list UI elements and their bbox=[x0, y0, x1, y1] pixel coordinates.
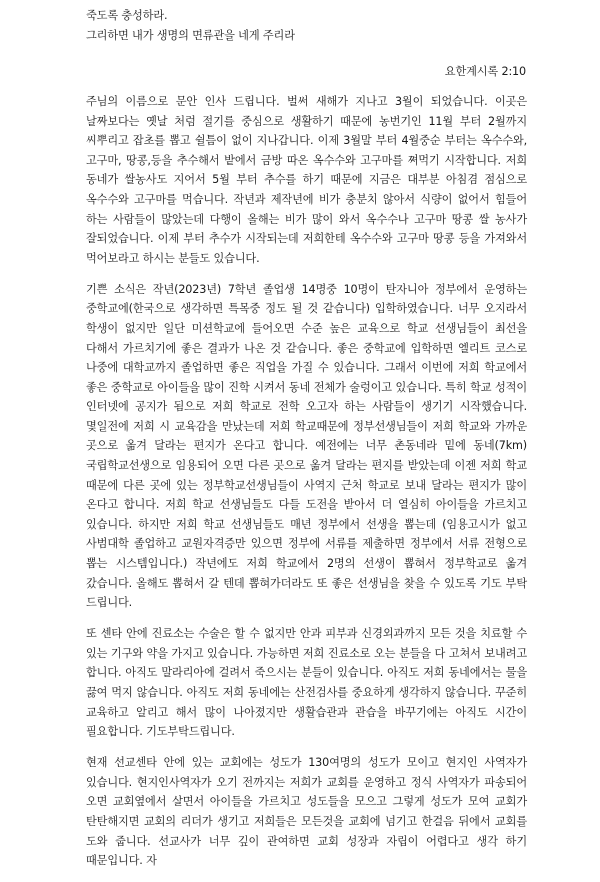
letter-body bbox=[86, 92, 527, 882]
paragraph-school-news: 기쁜 소식은 작년(2023년) 7학년 졸업생 14명중 10명이 탄자니아 정부에서 운영하는 중학교에(한국으로 생각하면 특목중 정도 될 것 같습니다) 입학하였습니다. 너무 오지라서 학생이 없지만 일단 미션학교에 들어오면 수준 높은 교육으로 학교 선생님들이 최선을 다해서 가르치기에 좋은 결과가 나온 것 같습니다. 좋은 중학교에 입학하면 엘리트 코스로 나중에 대학교까지 졸업하면 좋은 직업을 가질 수 있습니다. 그래서 이번에 저희 학교에서 좋은 중학교로 아이들을 많이 진학 시켜서 동네 전체가 술렁이고 있습니다. 특히 학교 성적이 인터넷에 공지가 됨으로 저희 학교로 전학 오고자 하는 사람들이 생기기 시작했습니다. 몇일전에 저희 시 교육감을 만났는데 저희 학교때문에 정부선생님들이 저희 학교와 가까운 곳으로 옮겨 달라는 편지가 온다고 합니다. 예전에는 너무 촌동네라 밑에 동네(7km) 국립학교선생으로 임용되어 오면 다른 곳으로 옮겨 달라는 편지를 받았는데 이젠 저희 학교 때문에 다른 곳에 있는 정부학교선생님들이 사역지 근처 학교로 보내 달라는 편지가 많이 온다고 합니다. 저희 학교 선생님들도 다들 도전을 받아서 더 열심히 아이들을 가르치고 있습니다. 하지만 저희 학교 선생님들도 매년 정부에서 선생을 뽑는데 (임용고시가 없고 사범대학 졸업하고 교원자격증만 있으면 정부에 서류를 제출하면 정부에서 서류 전형으로 뽑는 시스템입니다.) 작년에도 저희 학교에서 2명의 선생이 뽑혀서 정부학교로 옮겨 갔습니다. 올해도 뽑혀서 갈 텐데 뽑혀가더라도 또 좋은 선생님을 찾을 수 있도록 기도 부탁 드립니다. bbox=[86, 282, 527, 610]
verse-line-1: 죽도록 충성하라. bbox=[86, 9, 168, 22]
paragraph-clinic: 또 센타 안에 진료소는 수술은 할 수 없지만 안과 피부과 신경외과까지 모든 것을 치료할 수 있는 기구와 약을 가지고 있습니다. 가능하면 저희 진료소로 오는 분들을 다 고쳐서 보내려고 합니다. 아직도 말라리아에 걸려서 죽으시는 분들이 있습니다. 아직도 저희 동네에서는 물을 끓여 먹지 않습니다. 아직도 저희 동네에는 산전검사를 중요하게 생각하지 않습니다. 꾸준히 교육하고 알리고 해서 많이 나아졌지만 생활습관과 관습을 바꾸기에는 아직도 시간이 필요합니다. 기도부탁드립니다. bbox=[86, 627, 527, 739]
verse-reference: 요한계시록 2:10 bbox=[444, 65, 526, 78]
paragraph-greeting: 주님의 이름으로 문안 인사 드립니다. 벌써 새해가 지나고 3월이 되었습니다. 이곳은 날짜보다는 옛날 처럼 절기를 중심으로 생활하기 때문에 농번기인 11월 부터 2월까지 씨뿌리고 잡초를 뽑고 쉴틈이 없이 지나갑니다. 이제 3월말 부터 4월중순 부터는 옥수수와, 고구마, 땅콩,등을 추수해서 밭에서 금방 따온 옥수수와 고구마를 쪄먹기 시작합니다. 저희 동네가 쌀농사도 지어서 5월 부터 추수를 하기 때문에 지금은 대부분 아침겸 점심으로 옥수수와 고구마를 먹습니다. 작년과 제작년에 비가 충분치 않아서 식량이 없어서 힘들어 하는 사람들이 많았는데 다행이 올해는 비가 많이 와서 옥수수나 고구마 땅콩 쌀 농사가 잘되었습니다. 이제 부터 추수가 시작되는데 저희한테 옥수수와 고구마 땅콩 등을 가져와서 먹어보라고 하시는 분들도 있습니다. bbox=[86, 95, 527, 265]
bible-verse bbox=[86, 6, 526, 45]
verse-line-2: 그리하면 내가 생명의 면류관을 네게 주리라 bbox=[86, 28, 295, 42]
paragraph-church: 현재 선교센타 안에 있는 교회에는 성도가 130여명의 성도가 모이고 현지인 사역자가 있습니다. 현지인사역자가 오기 전까지는 저희가 교회를 운영하고 정식 사역자가 파송되어 오면 교회옆에서 살면서 아이들을 가르치고 성도들을 모으고 그렇게 성도가 모여 교회가 탄탄해지면 교회의 리더가 생기고 저희들은 모든것을 교회에 넘기고 한걸음 뒤에서 교회를 도와 줍니다. 선교사가 너무 깊이 관여하면 교회 성장과 자립이 어렵다고 생각 하기 때문입니다. 자 bbox=[86, 756, 527, 868]
